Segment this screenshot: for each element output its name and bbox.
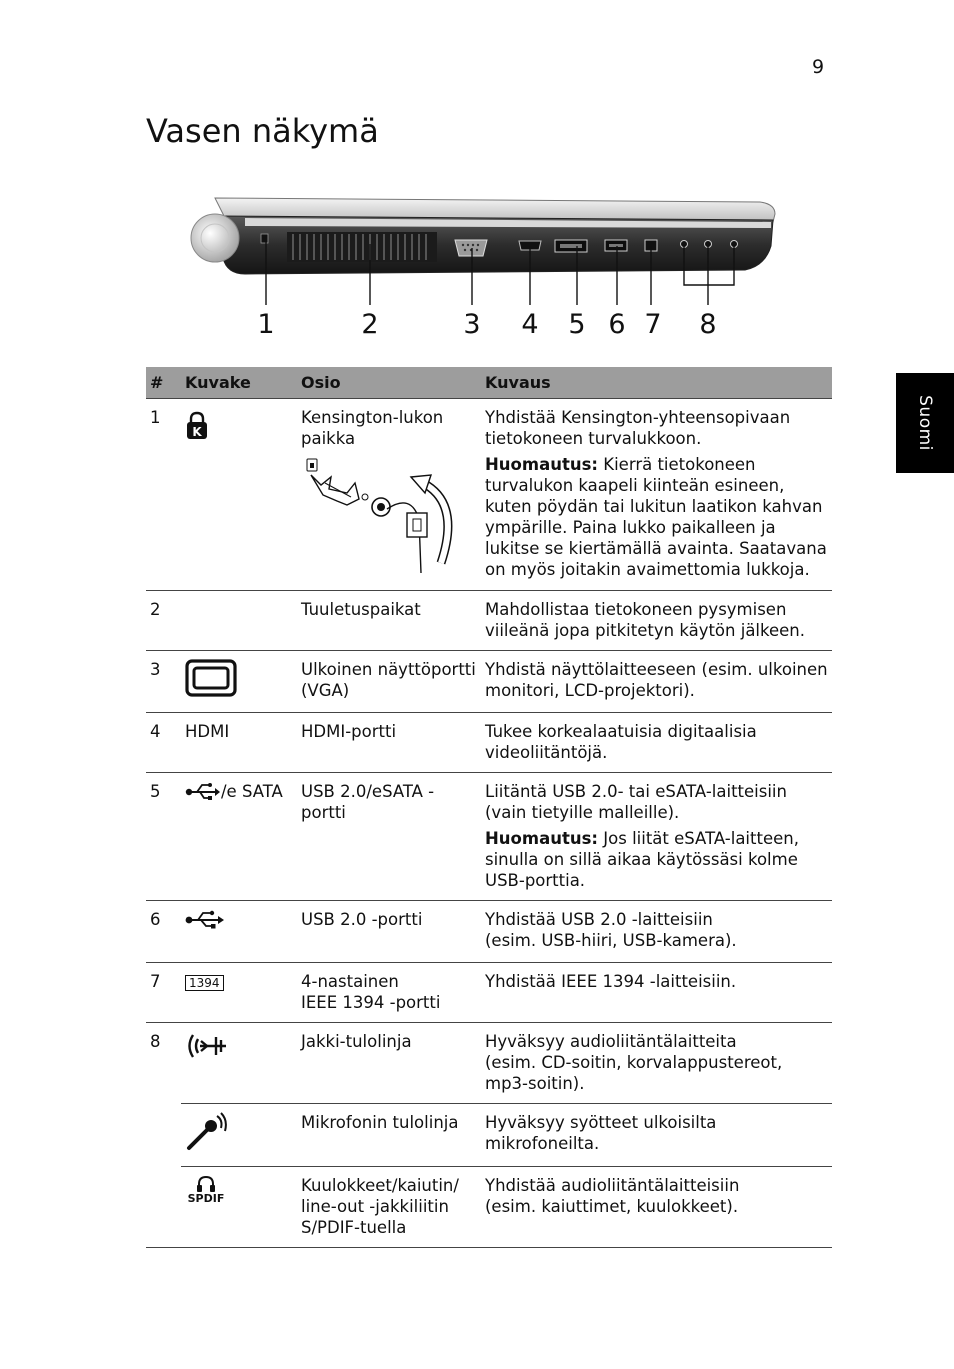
usb-esata-icon — [185, 782, 221, 800]
row-section: Mikrofonin tulolinja — [297, 1104, 481, 1167]
table-header-row — [146, 367, 832, 399]
row-description: Yhdistää IEEE 1394 -laitteisiin. — [481, 963, 832, 1023]
ieee1394-label: 1394 — [189, 976, 220, 990]
callout-3: 3 — [463, 309, 481, 340]
callout-2: 2 — [361, 309, 379, 340]
header-num: # — [146, 367, 181, 399]
usb-icon — [185, 909, 225, 929]
table-row — [146, 963, 832, 1023]
row-description-line2: (esim. CD-soitin, korvalappustereot, mp3-soitin). — [485, 1053, 783, 1093]
row-description: Mahdollistaa tietokoneen pysymisen viileänä jopa pitkitetyn käytön jälkeen. — [481, 591, 832, 651]
language-tab — [896, 373, 954, 473]
row-num: 1 — [146, 399, 181, 591]
header-description: Kuvaus — [481, 367, 832, 399]
callout-8: 8 — [699, 309, 717, 340]
header-section: Osio — [297, 367, 481, 399]
row-section-line1: 4-nastainen — [301, 972, 399, 991]
page-title: Vasen näkymä — [146, 112, 379, 150]
note-text: Jos liität eSATA-laitteen, sinulla on sillä aikaa käytössäsi kolme USB-porttia. — [485, 829, 799, 890]
row-section: USB 2.0/eSATA -portti — [297, 773, 481, 901]
row-section-line2: IEEE 1394 -portti — [301, 993, 441, 1012]
table-row — [146, 1023, 832, 1104]
table-row — [146, 591, 832, 651]
row-section: Jakki-tulolinja — [297, 1023, 481, 1104]
row-description: Yhdistä näyttölaitteeseen (esim. ulkoinen monitori, LCD-projektori). — [481, 651, 832, 713]
table-row — [146, 1167, 832, 1248]
row-description-line2: (esim. kaiuttimet, kuulokkeet). — [485, 1197, 739, 1216]
row-description-line2: (esim. USB-hiiri, USB-kamera). — [485, 931, 737, 950]
row-section: HDMI-portti — [297, 713, 481, 773]
microphone-icon — [185, 1112, 229, 1152]
row-num: 5 — [146, 773, 181, 901]
svg-text:K: K — [192, 425, 202, 439]
row-description-line1: Hyväksyy audioliitäntälaitteita — [485, 1032, 737, 1051]
spdif-label: SPDIF — [187, 1192, 225, 1205]
row-section: Ulkoinen näyttöportti (VGA) — [297, 651, 481, 713]
note-text: Kierrä tietokoneen turvalukon kaapeli kiinteän esineen, kuten pöydän tai lukitun laatikon kahvan ympärille. Paina lukko paikalleen ja lukitse se kiertämällä avainta. Saatavana on myös joitakin avaimettomia lukkoja. — [485, 455, 827, 579]
callout-1: 1 — [257, 309, 275, 340]
header-icon: Kuvake — [181, 367, 297, 399]
headphones-spdif-icon — [185, 1175, 227, 1205]
language-tab-label: Suomi — [915, 395, 935, 451]
row-note — [485, 828, 828, 891]
row-note — [485, 454, 828, 580]
row-description: Yhdistää Kensington-yhteensopivaan tietokoneen turvalukkoon. — [485, 408, 791, 448]
row-description: Hyväksyy syötteet ulkoisilta mikrofoneilta. — [481, 1104, 832, 1167]
table-row — [146, 713, 832, 773]
row-num — [146, 1167, 181, 1248]
row-section: Tuuletuspaikat — [297, 591, 481, 651]
table-row — [146, 901, 832, 963]
row-num: 8 — [150, 1032, 161, 1051]
callout-4: 4 — [521, 309, 539, 340]
row-num: 4 — [146, 713, 181, 773]
row-description: Tukee korkealaatuisia digitaalisia videoliitäntöjä. — [481, 713, 832, 773]
ieee1394-icon — [185, 975, 224, 991]
page-number: 9 — [812, 56, 825, 78]
callout-7: 7 — [644, 309, 662, 340]
kensington-lock-icon — [185, 411, 209, 441]
note-label: Huomautus: — [485, 829, 599, 848]
lock-installation-illustration — [301, 453, 466, 581]
callout-5: 5 — [568, 309, 586, 340]
row-num: 6 — [146, 901, 181, 963]
row-num: 3 — [146, 651, 181, 713]
line-in-icon — [185, 1031, 229, 1061]
callout-6: 6 — [608, 309, 626, 340]
table-row — [146, 399, 832, 591]
row-section: Kensington-lukon paikka — [301, 408, 444, 448]
row-num — [146, 1104, 181, 1167]
ports-table — [146, 367, 832, 1248]
laptop-left-side-illustration — [185, 188, 785, 343]
vent-grille — [287, 232, 437, 262]
table-row — [146, 773, 832, 901]
headphones-icon — [196, 1175, 216, 1193]
row-description-line1: Yhdistää USB 2.0 -laitteisiin — [485, 910, 713, 929]
row-section: USB 2.0 -portti — [297, 901, 481, 963]
row-description-line1: Yhdistää audioliitäntälaitteisiin — [485, 1176, 740, 1195]
hdmi-label: HDMI — [181, 713, 297, 773]
table-row — [146, 651, 832, 713]
table-row — [146, 1104, 832, 1167]
note-label: Huomautus: — [485, 455, 599, 474]
row-section: Kuulokkeet/kaiutin/ line-out -jakkiliitin S/PDIF-tuella — [297, 1167, 481, 1248]
row-num: 7 — [146, 963, 181, 1023]
esata-label: /e SATA — [221, 782, 283, 801]
row-description: Liitäntä USB 2.0- tai eSATA-laitteisiin (vain tietyille malleille). — [485, 782, 787, 822]
vga-port-icon — [185, 659, 237, 697]
row-num: 2 — [146, 591, 181, 651]
